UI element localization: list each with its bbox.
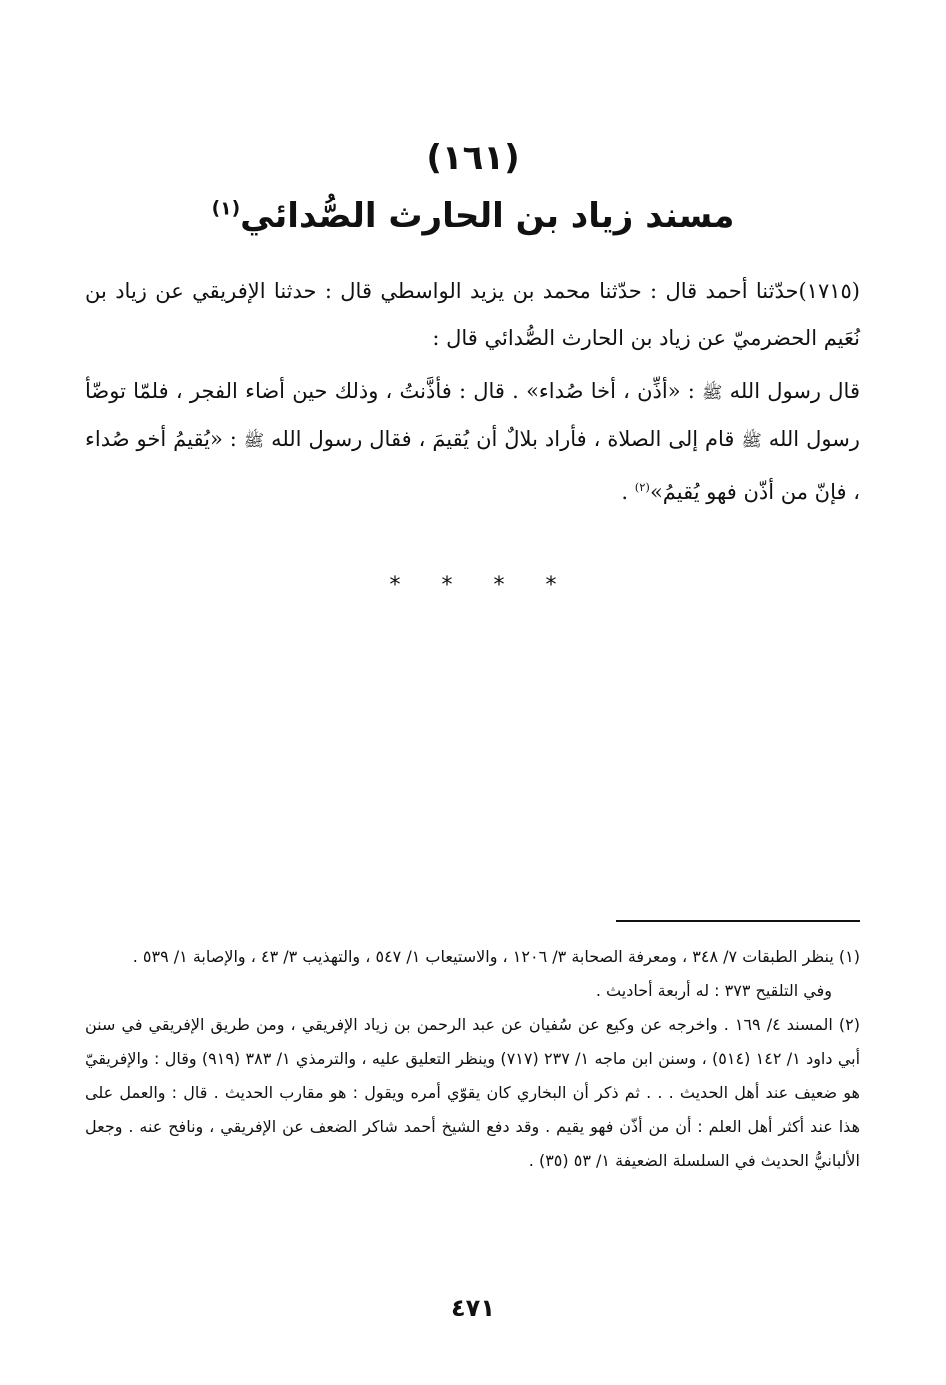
page-number: ٤٧١ [451,1294,495,1322]
separator-star: * [493,573,505,598]
chapter-title [0,196,946,236]
footnote-1: (١) ينظر الطبقات ٧/ ٣٤٨ ، ومعرفة الصحابة ٣/ ١٢٠٦ ، والاستيعاب ١/ ٥٤٧ ، والتهذيب ٣/ ٤٣ ، والإصابة ١/ ٥٣٩ . [132,947,860,966]
salawat-icon: ﷺ [702,382,723,402]
hadith-matn [85,368,860,516]
section-separator [0,575,946,597]
footnote-ref-1[interactable]: (١) [211,198,241,220]
separator-star: * [389,573,401,598]
matn-part-1: قال رسول الله [729,379,860,403]
chapter-number: (١٦١) [426,138,520,178]
separator-star: * [545,573,557,598]
footnotes [85,940,860,1178]
hadith-number: (١٧١٥) [798,279,860,303]
matn-part-3: قام إلى الصلاة ، فأراد بلالٌ أن يُقيمَ ، فقال رسول الله [271,427,735,451]
footnote-divider [616,920,860,922]
salawat-icon: ﷺ [243,430,265,450]
matn-part-4: : «يُقيمُ أخو صُداء ، فإنّ من أذّن فهو يُقيمُ» [85,427,860,504]
salawat-icon: ﷺ [741,430,762,450]
hadith-isnad [85,268,860,362]
matn-part-2: : «أذِّن ، أخا صُداء» . قال : فأذَّنتُ ، وذلك حين أضاء الفجر ، فلمّا توضّأ رسول الله [85,379,860,451]
chapter-title-text: مسند زياد بن الحارث الصُّدائي [240,196,735,236]
hadith-isnad-text: حدّثنا أحمد قال : حدّثنا محمد بن يزيد الواسطي قال : حدثنا الإفريقي عن زياد بن نُعَيم الحضرميّ عن زياد بن الحارث الصُّدائي قال : [85,279,860,350]
footnote-2: (٢) المسند ٤/ ١٦٩ . واخرجه عن وكيع عن سُفيان عن عبد الرحمن بن زياد الإفريقي ، ومن طريق الإفريقي في سنن أبي داود ١/ ١٤٢ (٥١٤) ، وسنن ابن ماجه ١/ ٢٣٧ (٧١٧) وينظر التعليق عليه ، والترمذي ١/ ٣٨٣ (٩١٩) وقال : والإفريقيّ هو ضعيف عند أهل الحديث . . . ثم ذكر أن البخاري كان يقوّي أمره ويقول : هو مقارب الحديث . قال : والعمل على هذا عند أكثر أهل العلم : أن من أذّن فهو يقيم . وقد دفع الشيخ أحمد شاكر الضعف عن الإفريقي ، ونافح عنه . وجعل الألبانيُّ الحديث في السلسلة الضعيفة ١/ ٥٣ (٣٥) . [85,1015,861,1170]
footnote-ref-2[interactable]: (٢) [634,480,650,494]
separator-star: * [441,573,453,598]
matn-end: . [621,480,629,504]
hadith-text [85,268,860,522]
footnote-1-continued: وفي التلقيح ٣٧٣ : له أربعة أحاديث . [595,981,832,1000]
